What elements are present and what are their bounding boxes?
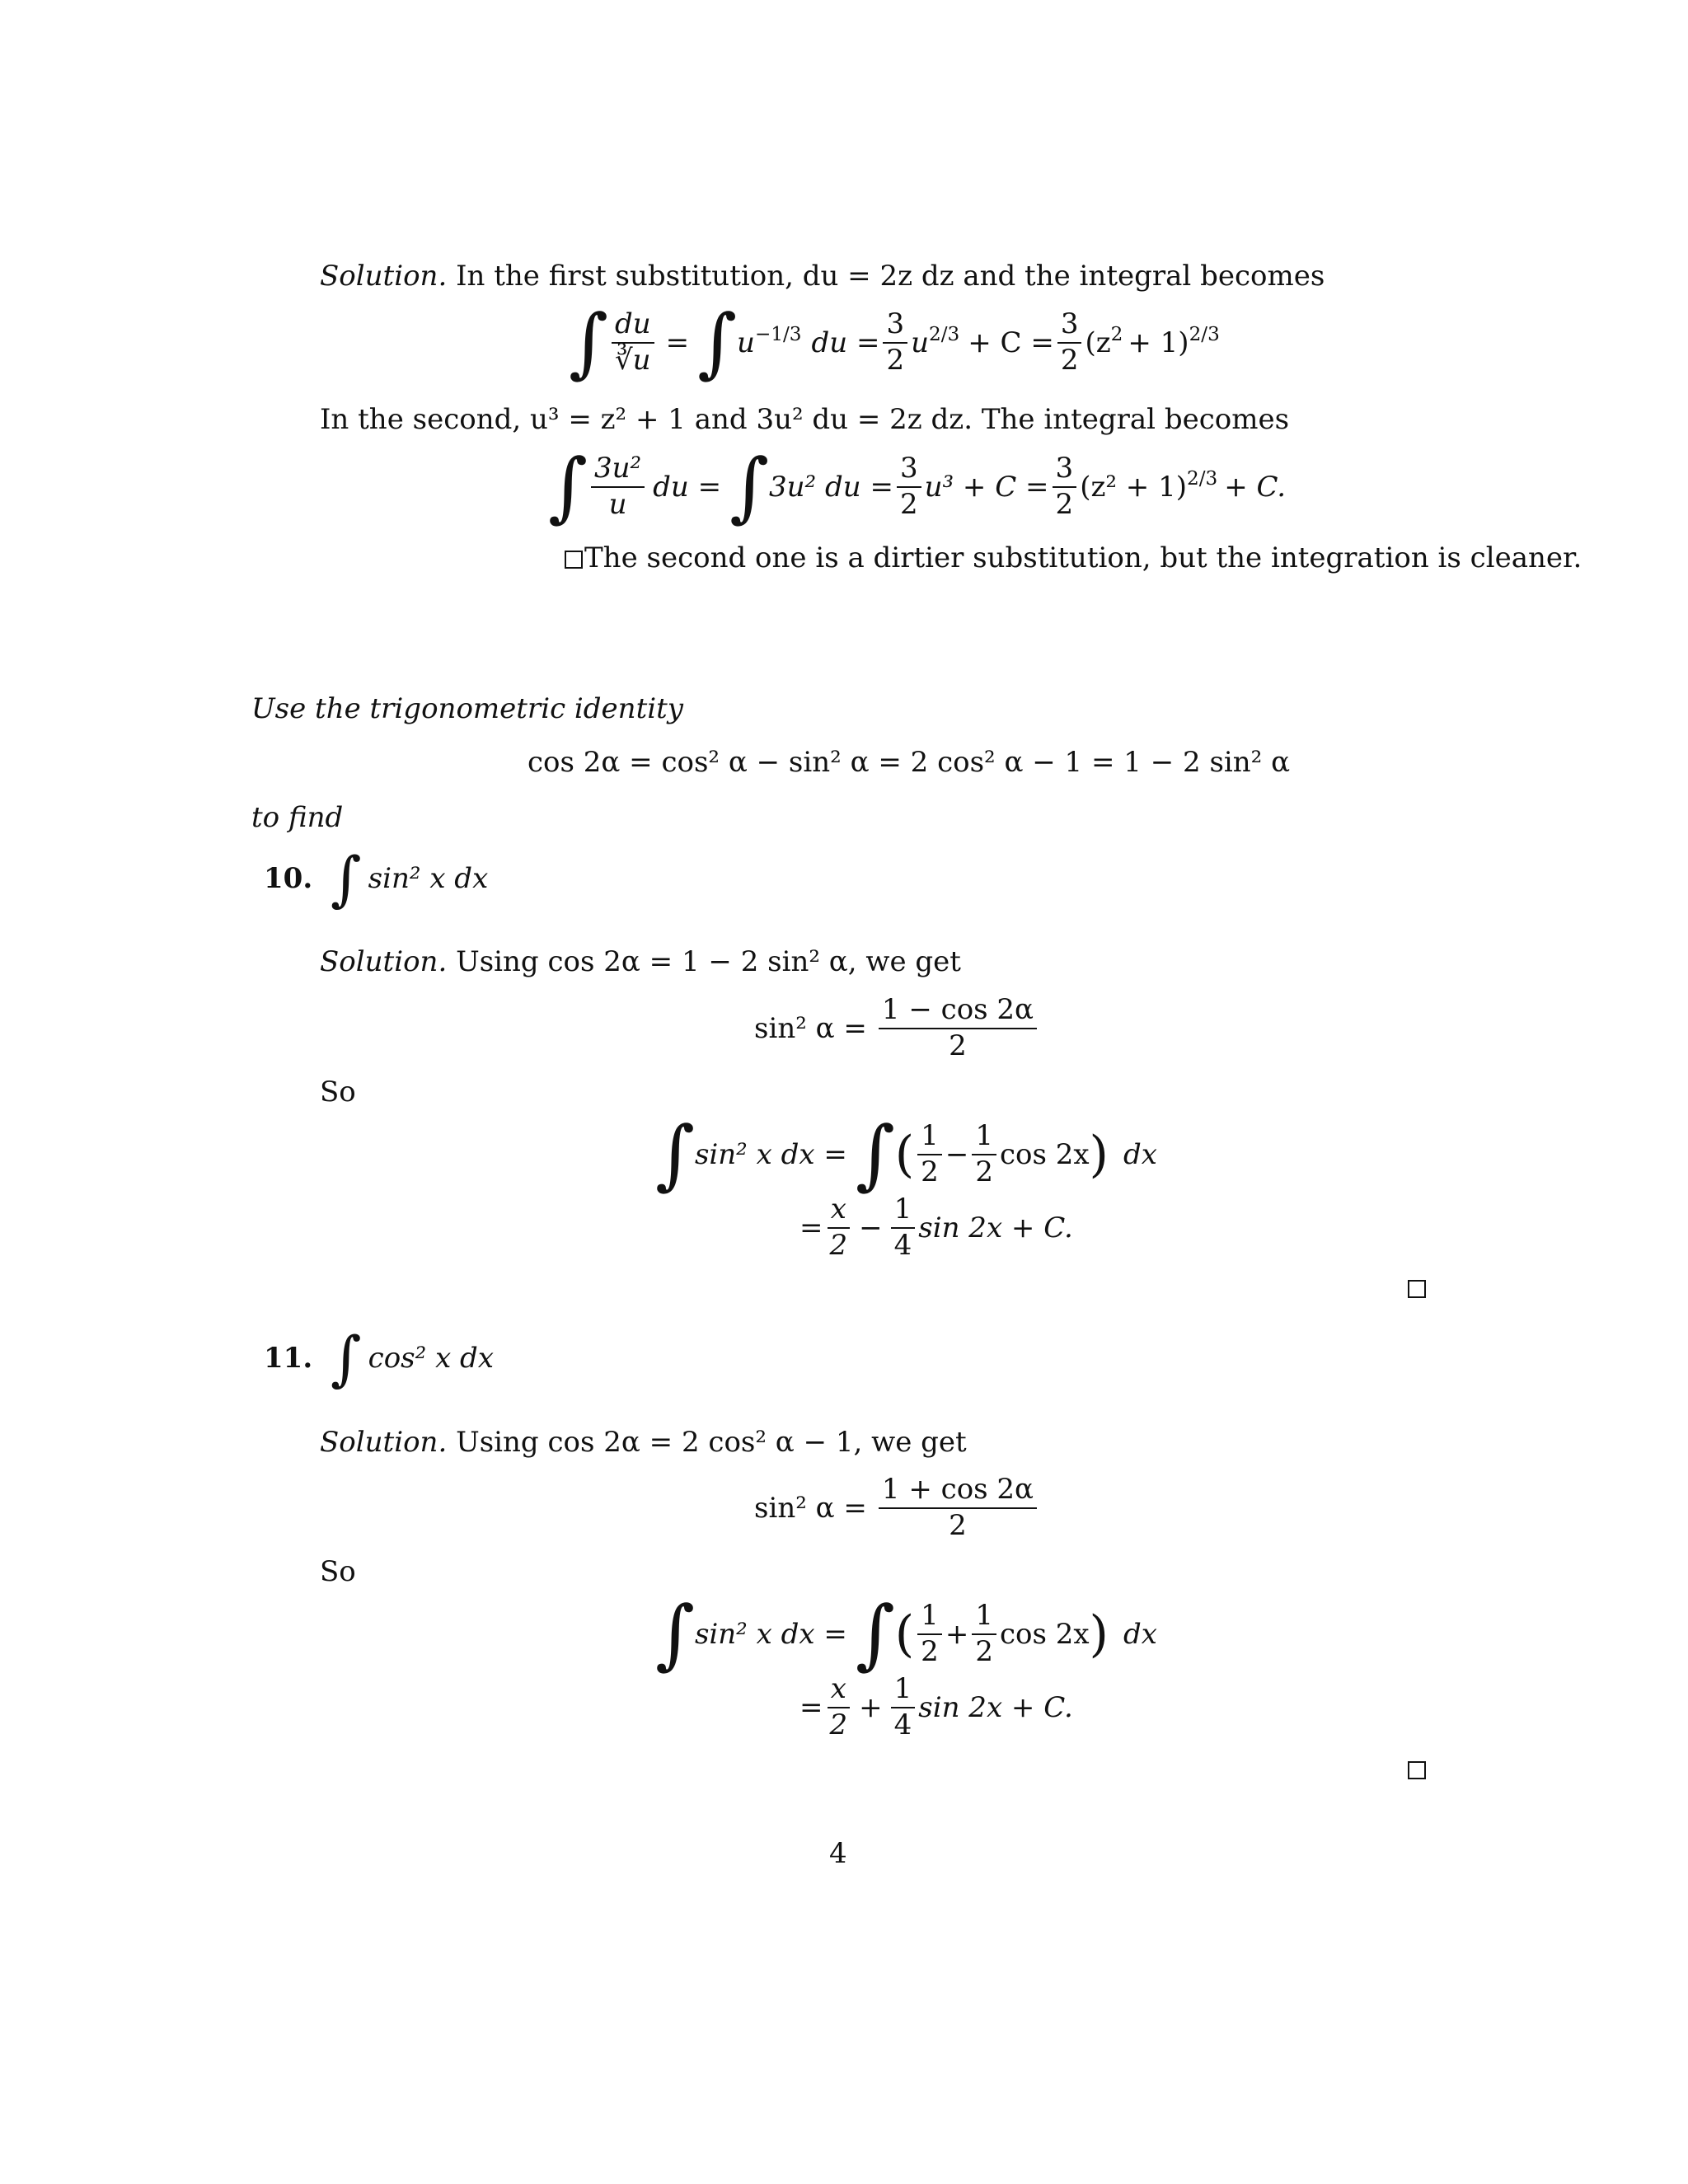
so-text: So — [320, 1076, 356, 1108]
problem-10-line1: ∫ sin² x dx = ∫ ( $\frac{1}{2}$ − $\frac{1}{2}$ cos 2x ) dx — [655, 1110, 1157, 1198]
remark-line — [565, 541, 1582, 574]
identity-lead: Use the trigonometric identity — [251, 692, 683, 725]
qed-icon — [1408, 1280, 1426, 1298]
equation-2: ∫ $\frac{\text{3u²}}{u}$ du = ∫ 3u² du = $\frac{3}{2}$ u³ + C = $\frac{3}{2}$ (z² + 1) $^{2/3}$ + C. — [548, 443, 1287, 531]
intro-text: In the first substitution, du = 2z dz and the integral becomes — [456, 260, 1325, 293]
problem-11-heading: 11. ∫ cos² x dx — [264, 1324, 494, 1393]
problem-number: 10. — [264, 862, 313, 895]
solution-intro-1 — [320, 260, 1325, 293]
problem-10-identity: sin² α = $\frac{1 - \cos 2\alpha}{2}$ — [754, 996, 1040, 1061]
problem-integrand: cos² x dx — [368, 1342, 494, 1375]
to-find-text: to find — [251, 801, 344, 834]
equation-1: ∫ $\frac{du}{∛u}$ = ∫ u $^{-1/3}$ du = $\frac{3}{2}$ u $^{2/3}$ + C = $\frac{3}{2}$ (z $^2$ + 1) $^{2/3}$ — [569, 298, 1220, 387]
problem-number: 11. — [264, 1342, 313, 1375]
problem-11-identity: sin² α = $\frac{1 + \cos 2\alpha}{2}$ — [754, 1475, 1040, 1540]
page-number: 4 — [829, 1837, 847, 1870]
problem-10-line2: = $\frac{x}{2}$ − $\frac{1}{4}$ sin 2x + C. — [799, 1193, 1073, 1262]
problem-integrand: sin² x dx — [368, 862, 489, 895]
problem-10-solution: Solution. Using cos 2α = 1 − 2 sin² α, we get — [320, 945, 961, 978]
qed-icon — [1408, 1761, 1426, 1779]
problem-10-heading: 10. ∫ sin² x dx — [264, 844, 489, 913]
problem-11-line2: = $\frac{x}{2}$ + $\frac{1}{4}$ sin 2x + C. — [799, 1672, 1073, 1741]
qed-icon — [565, 551, 583, 569]
problem-11-solution: Solution. Using cos 2α = 2 cos² α − 1, we get — [320, 1426, 967, 1459]
solution-label: Solution. — [320, 260, 448, 293]
remark-text: The second one is a dirtier substitution, but the integration is cleaner. — [584, 541, 1582, 574]
problem-11-line1: ∫ sin² x dx = ∫ ( $\frac{1}{2}$ + $\frac{1}{2}$ cos 2x ) dx — [655, 1590, 1157, 1678]
second-substitution-text: In the second, u³ = z² + 1 and 3u² du = 2z dz. The integral becomes — [320, 403, 1290, 436]
identity-formula: cos 2α = cos² α − sin² α = 2 cos² α − 1 = 1 − 2 sin² α — [528, 746, 1291, 779]
so-text: So — [320, 1555, 356, 1588]
